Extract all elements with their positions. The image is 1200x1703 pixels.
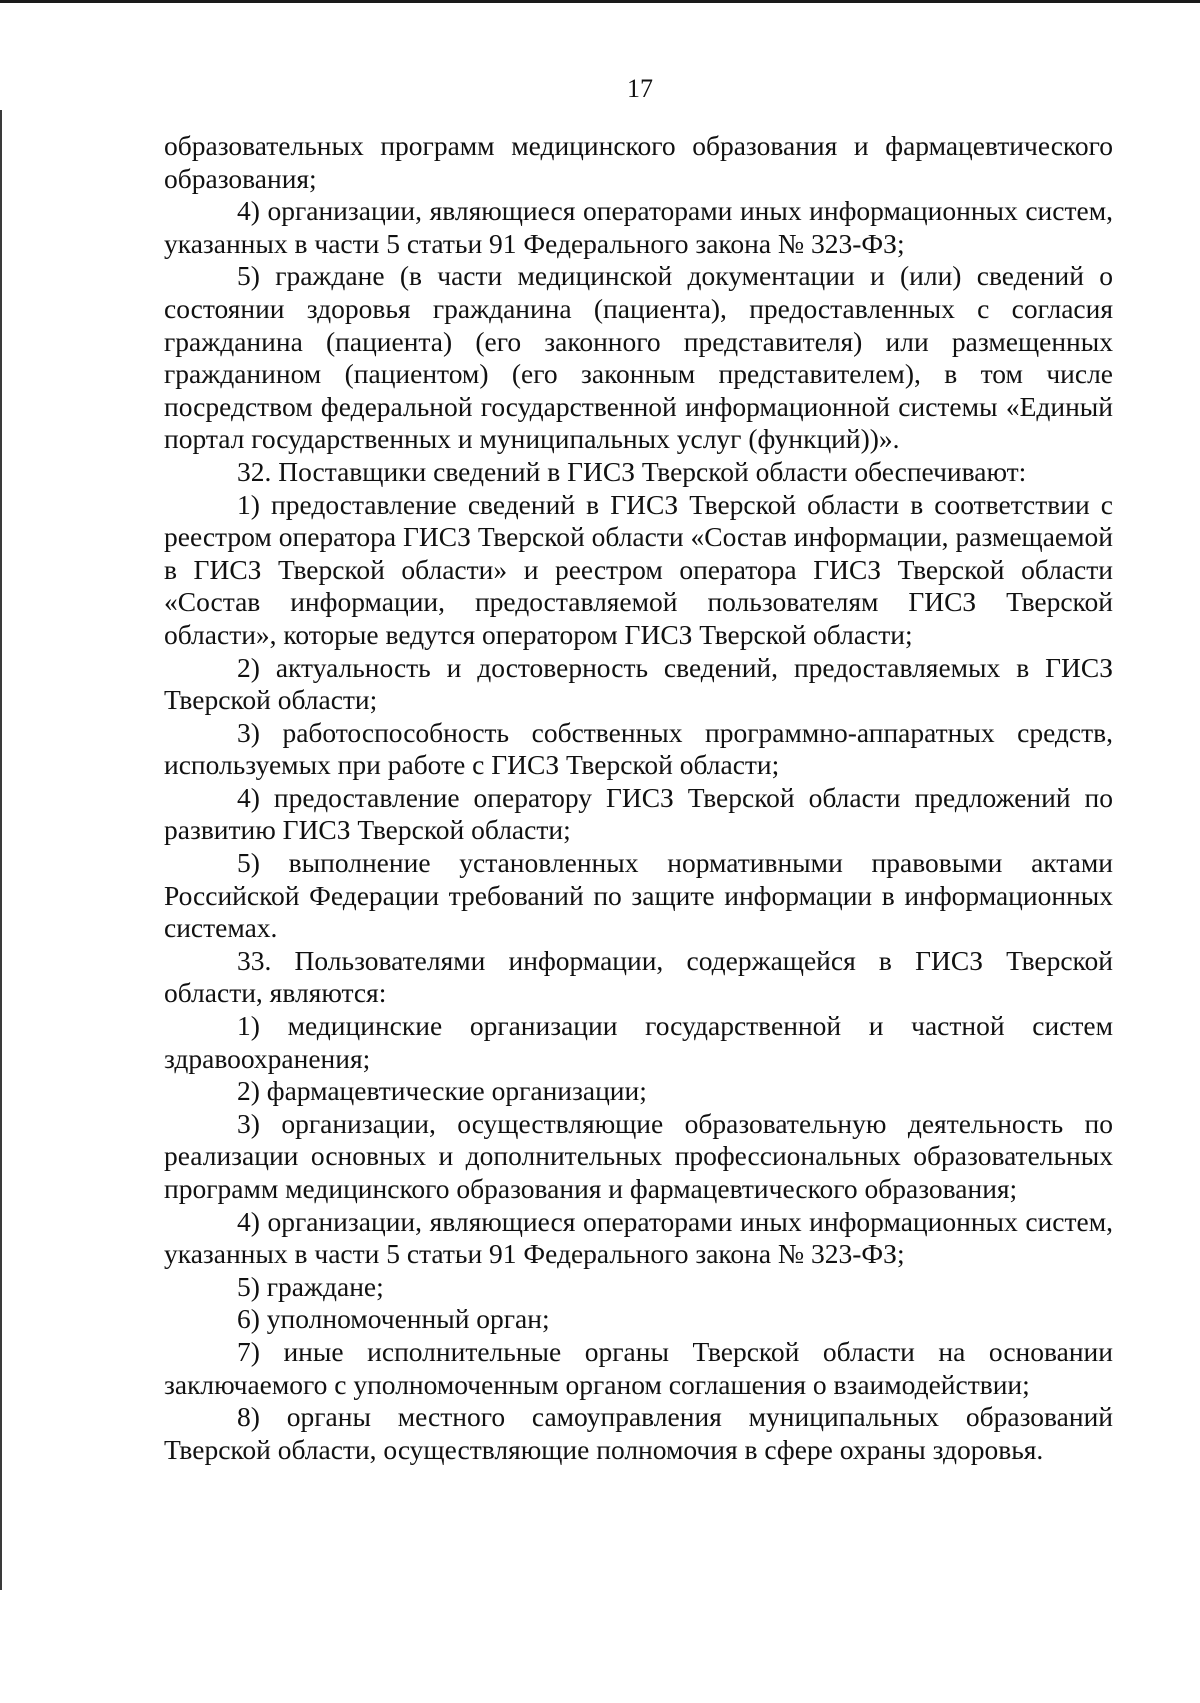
paragraph: 32. Поставщики сведений в ГИСЗ Тверской области обеспечивают:	[237, 455, 1027, 487]
paragraph: 3) работоспособность собственных программно-аппаратных средств, используемых при работе с ГИСЗ Тверской области;	[164, 716, 1113, 781]
paragraph: 1) предоставление сведений в ГИСЗ Тверской области в соответствии с реестром оператора ГИСЗ Тверской области «Состав информации, размещаемой в ГИСЗ Тверской области» и реестром оператора ГИСЗ Тверской области «Состав информации, предоставляемой пользователям ГИСЗ Тверской области», которые ведутся оператором ГИСЗ Тверской области;	[164, 488, 1113, 650]
scan-edge-left	[0, 110, 2, 1590]
paragraph: 2) фармацевтические организации;	[237, 1075, 647, 1107]
paragraph: 4) организации, являющиеся операторами иных информационных систем, указанных в части 5 статьи 91 Федерального закона № 323-ФЗ;	[164, 195, 1113, 259]
paragraph: 7) иные исполнительные органы Тверской области на основании заключаемого с уполномоченным органом соглашения о взаимодействии;	[164, 1335, 1113, 1400]
paragraph: 2) актуальность и достоверность сведений, предоставляемых в ГИСЗ Тверской области;	[164, 651, 1113, 716]
paragraph: 33. Пользователями информации, содержащейся в ГИСЗ Тверской области, являются:	[164, 944, 1113, 1009]
paragraph: 4) предоставление оператору ГИСЗ Тверской области предложений по развитию ГИСЗ Тверской области;	[164, 781, 1113, 846]
paragraph: 4) организации, являющиеся операторами иных информационных систем, указанных в части 5 статьи 91 Федерального закона № 323-ФЗ;	[164, 1205, 1113, 1270]
paragraph: образовательных программ медицинского образования и фармацевтического образования;	[164, 130, 1113, 194]
paragraph: 5) выполнение установленных нормативными правовыми актами Российской Федерации требований по защите информации в информационных системах.	[164, 847, 1113, 944]
scan-edge-top	[0, 0, 1200, 3]
document-body	[164, 130, 1113, 1466]
paragraph: 6) уполномоченный орган;	[237, 1303, 550, 1335]
paragraph: 5) граждане (в части медицинской документации и (или) сведений о состоянии здоровья гражданина (пациента), предоставленных с согласия гражданина (пациента) (его законного представителя) или размещенных гражданином (пациентом) (его законным представителем), в том числе посредством федеральной государственной информационной системы «Единый портал государственных и муниципальных услуг (функций))».	[164, 260, 1113, 455]
paragraph: 5) граждане;	[237, 1270, 384, 1302]
paragraph: 8) органы местного самоуправления муниципальных образований Тверской области, осуществляющие полномочия в сфере охраны здоровья.	[164, 1401, 1113, 1465]
paragraph: 3) организации, осуществляющие образовательную деятельность по реализации основных и дополнительных профессиональных образовательных программ медицинского образования и фармацевтического образования;	[164, 1107, 1113, 1204]
page-number: 17	[627, 74, 653, 103]
paragraph: 1) медицинские организации государственной и частной систем здравоохранения;	[164, 1010, 1113, 1074]
